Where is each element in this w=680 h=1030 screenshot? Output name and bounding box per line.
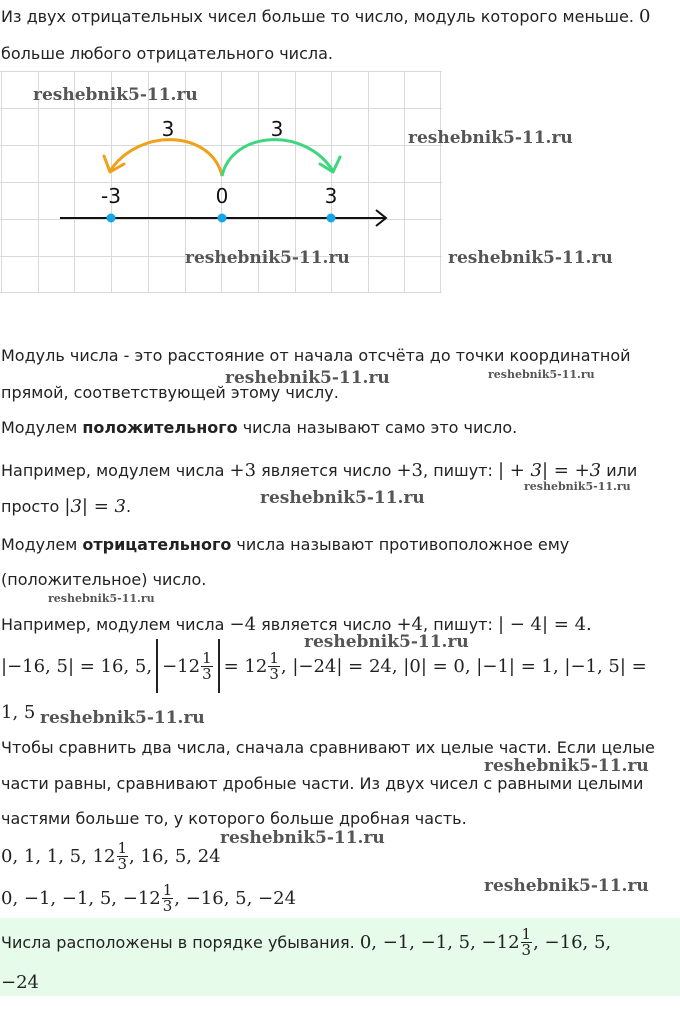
- answer-line-2: −24: [1, 972, 39, 993]
- watermark: reshebnik5-11.ru: [225, 368, 390, 388]
- definition-line-2: прямой, соответствующей этому числу.: [1, 383, 339, 402]
- abs-bar-right: [218, 639, 220, 693]
- watermark: reshebnik5-11.ru: [488, 368, 595, 381]
- watermark: reshebnik5-11.ru: [260, 488, 425, 508]
- watermark: reshebnik5-11.ru: [408, 128, 573, 148]
- watermark: reshebnik5-11.ru: [524, 480, 631, 493]
- fraction: $\frac{1}{3}$: [269, 648, 279, 683]
- watermark: reshebnik5-11.ru: [40, 708, 205, 728]
- watermark: reshebnik5-11.ru: [185, 248, 350, 268]
- watermark: reshebnik5-11.ru: [48, 592, 155, 605]
- negative-rule-line-1: Модулем отрицательного числа называют противоположное ему: [1, 535, 570, 554]
- watermark: reshebnik5-11.ru: [220, 828, 385, 848]
- example-negative: Например, модулем числа −4 является число +4, пишут: | − 4| = 4.: [1, 614, 592, 635]
- tick-label-neg-three: -3: [101, 184, 121, 208]
- watermark: reshebnik5-11.ru: [304, 632, 469, 652]
- compare-line-1: Чтобы сравнить два числа, сначала сравнивают их целые части. Если целые: [1, 738, 655, 757]
- left-arc-label: 3: [161, 117, 175, 141]
- negative-rule-line-2: (положительное) число.: [1, 570, 207, 589]
- sequence-positive: 0, 1, 1, 5, 12 $\frac{1}{3}$ , 16, 5, 24: [1, 838, 221, 873]
- definition-line-1: Модуль числа - это расстояние от начала отсчёта до точки координатной: [1, 346, 631, 365]
- point-zero: [218, 214, 227, 223]
- tick-label-zero: 0: [215, 184, 229, 208]
- example-positive-line-2: просто |3| = 3.: [1, 496, 132, 517]
- sequence-negative: 0, −1, −1, 5, −12 $\frac{1}{3}$ , −16, 5, −24: [1, 880, 297, 915]
- fraction: $\frac{1}{3}$: [162, 880, 173, 915]
- watermark: reshebnik5-11.ru: [484, 876, 649, 896]
- fraction: $\frac{1}{3}$: [202, 648, 212, 683]
- tick-label-pos-three: 3: [324, 184, 338, 208]
- watermark: reshebnik5-11.ru: [33, 85, 198, 105]
- positive-rule: Модулем положительного числа называют само это число.: [1, 418, 518, 437]
- abs-bar-left: [156, 639, 158, 693]
- watermark: reshebnik5-11.ru: [448, 248, 613, 268]
- compare-line-3: частями больше то, у которого больше дробная часть.: [1, 809, 467, 828]
- intro-line-1: Из двух отрицательных чисел больше то число, модуль которого меньше. 0: [1, 6, 651, 27]
- watermark: reshebnik5-11.ru: [484, 756, 649, 776]
- compare-line-2: части равны, сравнивают дробные части. Из двух чисел с равными целыми: [1, 774, 644, 793]
- abs-values-line-2: 1, 5: [1, 702, 36, 723]
- right-arc-label: 3: [270, 117, 284, 141]
- intro-line-2: больше любого отрицательного числа.: [1, 44, 333, 63]
- answer-line-1: Числа расположены в порядке убывания. 0, −1, −1, 5, −12 $\frac{1}{3}$ , −16, 5,: [1, 924, 612, 959]
- fraction: $\frac{1}{3}$: [521, 924, 532, 959]
- abs-values-line-1: |−16, 5| = 16, 5, −12 $\frac{1}{3}$ = 12 $\frac{1}{3}$ , |−24| = 24, |0| = 0, |−1| = 1, |−1, 5| =: [1, 638, 647, 694]
- point-neg-three: [107, 214, 116, 223]
- point-pos-three: [327, 214, 336, 223]
- fraction: $\frac{1}{3}$: [117, 838, 128, 873]
- example-positive-line-1: Например, модулем числа +3 является число +3, пишут: | + 3| = +3 или: [1, 460, 638, 481]
